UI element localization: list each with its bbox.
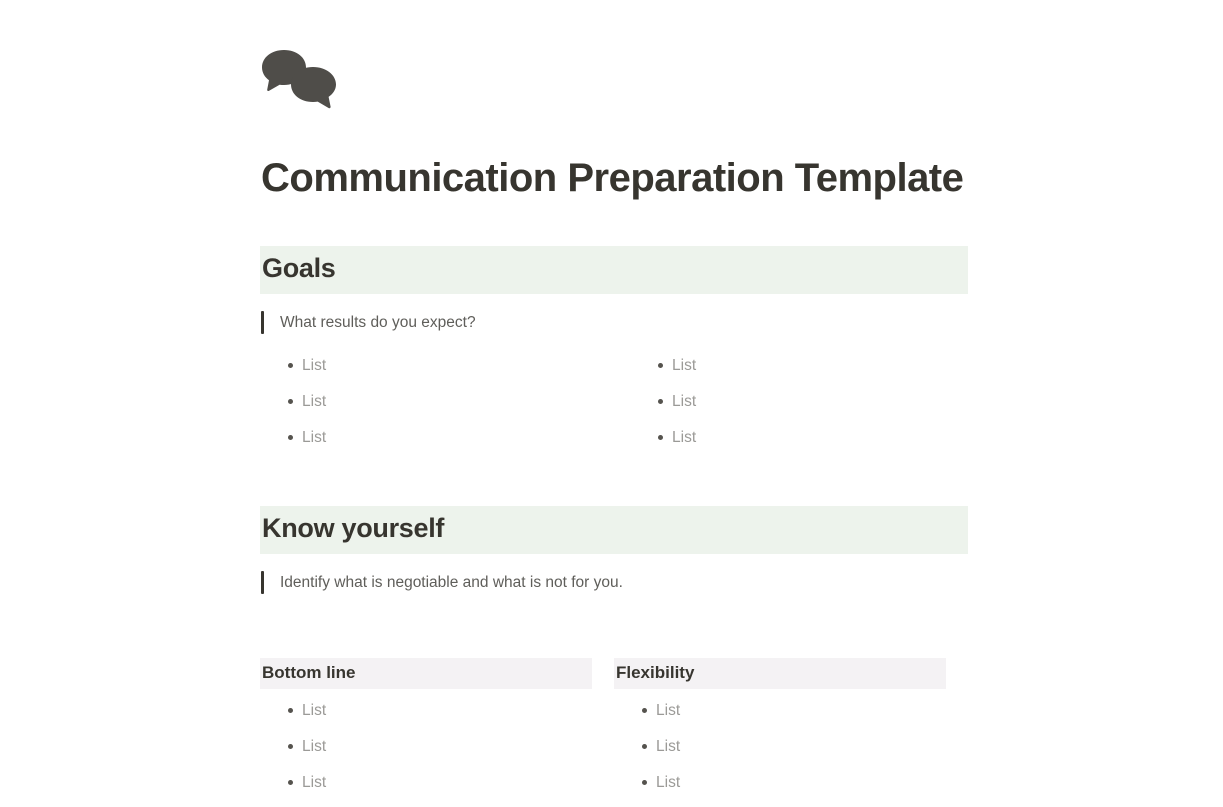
page-title: Communication Preparation Template — [261, 156, 964, 200]
goals-right-list — [630, 354, 968, 450]
list-item[interactable]: List — [260, 354, 614, 378]
document-content — [260, 0, 968, 807]
speech-bubbles-icon — [260, 48, 342, 112]
subsection-bottom-line — [260, 658, 614, 807]
subsection-heading-flexibility — [614, 658, 946, 689]
list-item[interactable]: List — [614, 699, 968, 723]
goals-left-list — [260, 354, 614, 450]
quote-text: What results do you expect? — [280, 313, 476, 331]
section-heading-goals — [260, 246, 968, 294]
quote-text: Identify what is negotiable and what is not for you. — [280, 574, 623, 592]
subsection-heading-text: Bottom line — [262, 663, 356, 683]
section-quote-goals — [261, 311, 968, 334]
subsection-heading-text: Flexibility — [616, 663, 695, 683]
list-item[interactable]: List — [260, 735, 614, 759]
goals-columns — [260, 354, 968, 462]
list-item[interactable]: List — [260, 699, 614, 723]
know-yourself-columns — [260, 658, 968, 807]
list-item[interactable]: List — [630, 390, 968, 414]
list-item[interactable]: List — [260, 426, 614, 450]
section-quote-know-yourself — [261, 571, 968, 594]
section-heading-text: Know yourself — [262, 513, 445, 544]
goals-column-right — [614, 354, 968, 462]
list-item[interactable]: List — [260, 771, 614, 795]
quote-bar — [261, 311, 264, 334]
subsection-heading-bottom-line — [260, 658, 592, 689]
list-item[interactable]: List — [614, 735, 968, 759]
list-item[interactable]: List — [614, 771, 968, 795]
section-heading-text: Goals — [262, 253, 336, 283]
list-item[interactable]: List — [260, 390, 614, 414]
subsection-flexibility — [614, 658, 968, 807]
quote-bar — [261, 571, 264, 594]
bottom-line-list — [260, 699, 614, 795]
list-item[interactable]: List — [630, 426, 968, 450]
flexibility-list — [614, 699, 968, 795]
goals-column-left — [260, 354, 614, 462]
list-item[interactable]: List — [630, 354, 968, 378]
section-heading-know-yourself — [260, 506, 968, 554]
